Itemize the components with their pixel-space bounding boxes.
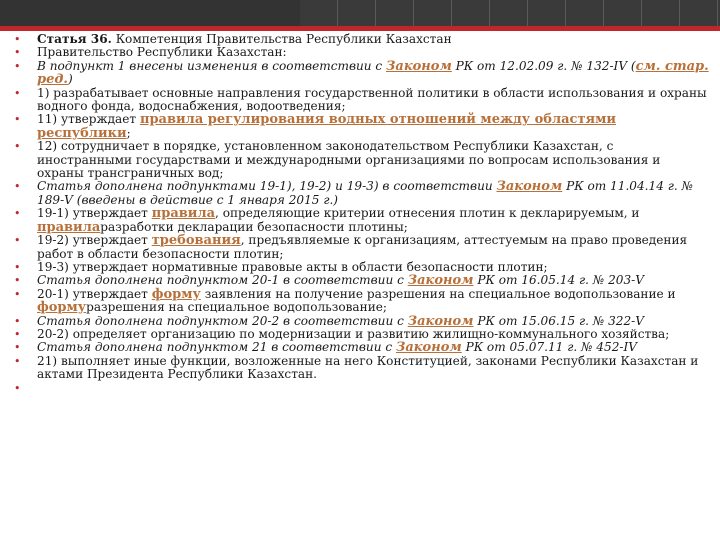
law-link[interactable]: Законом [496,179,563,195]
item-text: 20-1) утверждает [37,286,152,301]
law-link[interactable]: Законом [395,340,462,356]
item-text: РК от 16.05.14 г. № 203-V [473,273,644,288]
item-text: РК от 11.04.14 г. № 189-V (введены в действие с 1 января 2015 г.) [37,179,694,207]
item-text: 19-2) утверждает [37,233,152,248]
header-accent-line [0,26,720,31]
old-version-link[interactable]: см. стар. ред. [37,58,709,88]
list-item [14,140,710,180]
item-text: В подпункт 1 внесены изменения в соответствии с [37,58,387,73]
list-item [14,60,710,87]
item-text: ) [67,72,73,87]
item-text: Правительство Республики Казахстан: [37,45,287,60]
item-text: , определяющие критерии отнесения плотин к декларируемым, и [215,206,640,221]
item-text: 11) утверждает [37,112,140,127]
list-item [14,274,710,287]
list-item [14,113,710,140]
item-text: ; [126,125,131,140]
list-item [14,234,710,261]
rules-link[interactable]: правила [151,206,216,222]
list-item [14,341,710,354]
form-link[interactable]: форму [37,300,87,316]
article-list [14,33,710,382]
list-item [14,87,710,114]
top-header-bar [0,0,720,26]
item-text: 19-3) утверждает нормативные правовые акты в области безопасности плотин; [37,259,548,274]
item-text: 21) выполняет иные функции, возложенные на него Конституцией, законами Республики Казахстан и актами Президента Республики Казахстан. [37,353,699,382]
list-item [14,207,710,234]
law-link[interactable]: Законом [407,273,474,289]
article-number: Статья 36. [37,32,112,46]
list-item [14,288,710,315]
header-shade [0,0,300,26]
article-title: Компетенция Правительства Республики Казахстан [111,32,452,46]
list-item [14,328,710,341]
item-text: Статья дополнена подпунктом 21 в соответствии с [37,340,396,355]
item-text: РК от 12.02.09 г. № 132-IV ( [451,58,636,73]
requirements-link[interactable]: требования [151,233,241,249]
list-item [14,355,710,382]
item-text: РК от 05.07.11 г. № 452-IV [461,340,637,355]
list-item [14,180,710,207]
item-text: разработки декларации безопасности плотины; [100,219,408,234]
form-link[interactable]: форму [151,286,201,302]
item-text: Статья дополнена подпунктом 20-1 в соответствии с [37,273,408,288]
item-text: , предъявляемые к организациям, аттестуемым на право проведения работ в области безопасности плотин; [37,233,688,261]
item-text: заявления на получение разрешения на специальное водопользование и [200,286,676,301]
list-item-title [14,33,710,46]
item-text: 20-2) определяет организацию по модернизации и развитию жилищно-коммунального хозяйства; [37,326,670,341]
header-grid-decoration [300,0,720,26]
document-body [14,33,710,382]
list-item [14,315,710,328]
list-item [14,46,710,59]
law-link[interactable]: Законом [407,313,474,329]
item-text: РК от 15.06.15 г. № 322-V [473,313,644,328]
rules-link[interactable]: правила [37,219,101,235]
item-text: Статья дополнена подпунктами 19-1), 19-2) и 19-3) в соответствии [37,179,497,194]
law-link[interactable]: Законом [386,58,452,74]
item-text: 1) разрабатывает основные направления государственной политики в области использования и охраны водного фонда, водоснабжения, водоотведения; [37,85,707,114]
item-text: Статья дополнена подпунктом 20-2 в соответствии с [37,313,408,328]
item-text: 19-1) утверждает [37,206,152,221]
item-text: разрешения на специальное водопользование; [86,300,387,315]
rules-link[interactable]: правила регулирования водных отношений между областями республики [37,112,617,141]
item-text: 12) сотрудничает в порядке, установленном законодательством Республики Казахстан, с иностранными государствами и международными организациями по вопросам использования и охраны трансграничных вод; [37,139,661,181]
list-item [14,261,710,274]
